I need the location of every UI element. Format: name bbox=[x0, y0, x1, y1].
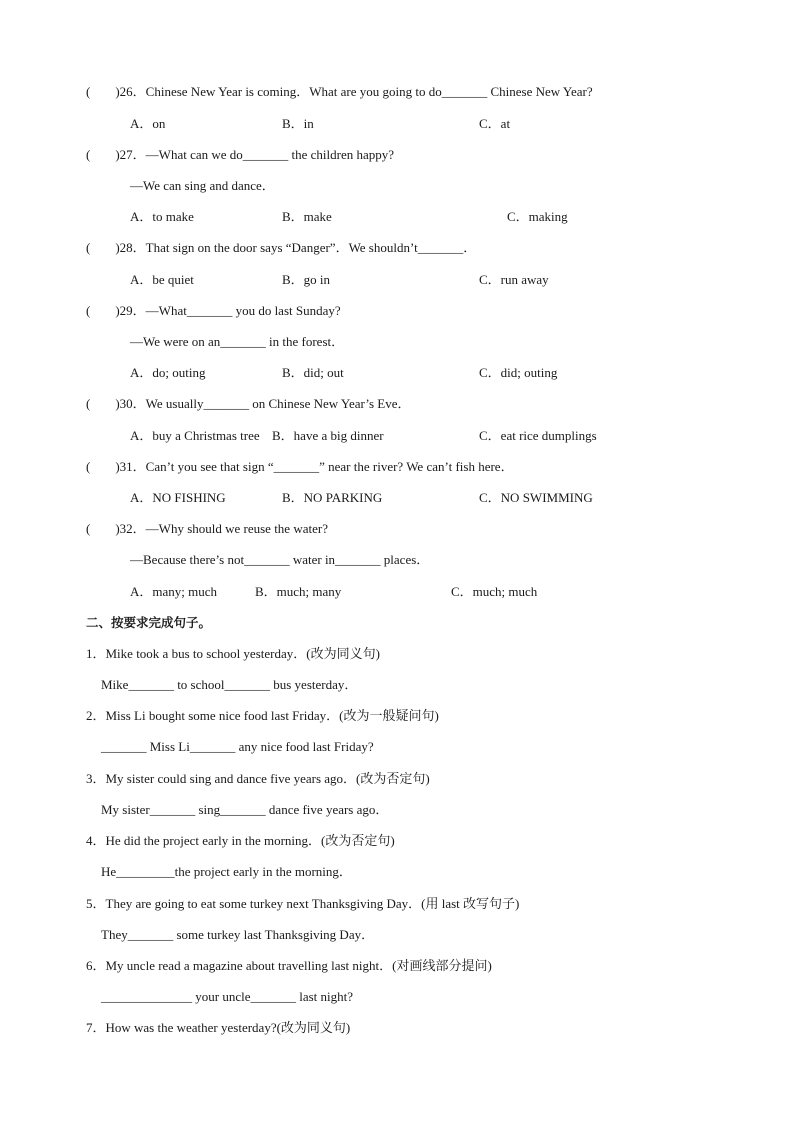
question-29 bbox=[86, 303, 341, 319]
option-a: A．on bbox=[130, 116, 166, 131]
rewrite-question-7: 7．How was the weather yesterday?(改为同义句) bbox=[86, 1020, 351, 1035]
rewrite-answer-2: _______ Miss Li_______ any nice food last Friday? bbox=[101, 739, 374, 754]
rewrite-question-3: 3．My sister could sing and dance five years ago．(改为否定句) bbox=[86, 771, 430, 786]
rewrite-question-4: 4．He did the project early in the morning．(改为否定句) bbox=[86, 833, 395, 848]
rewrite-answer-1: Mike_______ to school_______ bus yesterday． bbox=[101, 677, 358, 692]
question-30 bbox=[86, 396, 411, 412]
rewrite-answer-6: ______________ your uncle_______ last night? bbox=[101, 989, 354, 1004]
answer-paren: ( bbox=[86, 303, 91, 318]
option-b: B．have a big dinner bbox=[272, 428, 384, 443]
question-31 bbox=[86, 459, 514, 475]
option-c: C．at bbox=[479, 116, 511, 131]
question-stem: )29．—What_______ you do last Sunday? bbox=[115, 303, 341, 318]
question-26 bbox=[86, 84, 593, 100]
option-b: B．NO PARKING bbox=[282, 490, 383, 505]
question-stem: )30．We usually_______ on Chinese New Year’s Eve． bbox=[115, 396, 411, 411]
option-c: C．much; much bbox=[451, 584, 538, 599]
answer-paren: ( bbox=[86, 147, 91, 162]
answer-paren: ( bbox=[86, 240, 91, 255]
option-a: A．NO FISHING bbox=[130, 490, 226, 505]
dialogue-line: —We were on an_______ in the forest． bbox=[130, 334, 345, 349]
option-b: B．make bbox=[282, 209, 332, 224]
option-b: B．did; out bbox=[282, 365, 344, 380]
answer-paren: ( bbox=[86, 459, 91, 474]
question-32 bbox=[86, 521, 328, 537]
question-stem: )26．Chinese New Year is coming．What are you going to do_______ Chinese New Year? bbox=[115, 84, 593, 99]
rewrite-question-2: 2．Miss Li bought some nice food last Friday．(改为一般疑问句) bbox=[86, 708, 439, 723]
question-27 bbox=[86, 147, 394, 163]
option-b: B．much; many bbox=[255, 584, 342, 599]
rewrite-question-1: 1．Mike took a bus to school yesterday．(改为同义句) bbox=[86, 646, 380, 661]
dialogue-line: —We can sing and dance． bbox=[130, 178, 275, 193]
option-a: A．many; much bbox=[130, 584, 218, 599]
answer-paren: ( bbox=[86, 396, 91, 411]
option-c: C．did; outing bbox=[479, 365, 558, 380]
option-b: B．in bbox=[282, 116, 314, 131]
rewrite-question-5: 5．They are going to eat some turkey next Thanksgiving Day．(用 last 改写句子) bbox=[86, 896, 520, 911]
question-stem: )27．—What can we do_______ the children happy? bbox=[115, 147, 395, 162]
rewrite-answer-3: My sister_______ sing_______ dance five years ago． bbox=[101, 802, 389, 817]
question-stem: )31．Can’t you see that sign “_______” near the river? We can’t fish here． bbox=[115, 459, 514, 474]
rewrite-answer-5: They_______ some turkey last Thanksgiving Day． bbox=[101, 927, 375, 942]
option-c: C．NO SWIMMING bbox=[479, 490, 593, 505]
dialogue-line: —Because there’s not_______ water in_______ places． bbox=[130, 552, 430, 567]
option-a: A．buy a Christmas tree bbox=[130, 428, 260, 443]
option-c: C．run away bbox=[479, 272, 549, 287]
option-a: A．do; outing bbox=[130, 365, 206, 380]
option-b: B．go in bbox=[282, 272, 331, 287]
question-stem: )32．—Why should we reuse the water? bbox=[115, 521, 328, 536]
answer-paren: ( bbox=[86, 84, 91, 99]
option-c: C．making bbox=[507, 209, 568, 224]
option-a: A．be quiet bbox=[130, 272, 194, 287]
option-a: A．to make bbox=[130, 209, 194, 224]
question-stem: )28．That sign on the door says “Danger”．We shouldn’t_______． bbox=[115, 240, 477, 255]
rewrite-answer-4: He_________the project early in the morning． bbox=[101, 864, 352, 879]
section-title: 二、按要求完成句子。 bbox=[86, 615, 212, 630]
rewrite-question-6: 6．My uncle read a magazine about travelling last night．(对画线部分提问) bbox=[86, 958, 492, 973]
answer-paren: ( bbox=[86, 521, 91, 536]
question-28 bbox=[86, 240, 476, 256]
option-c: C．eat rice dumplings bbox=[479, 428, 597, 443]
